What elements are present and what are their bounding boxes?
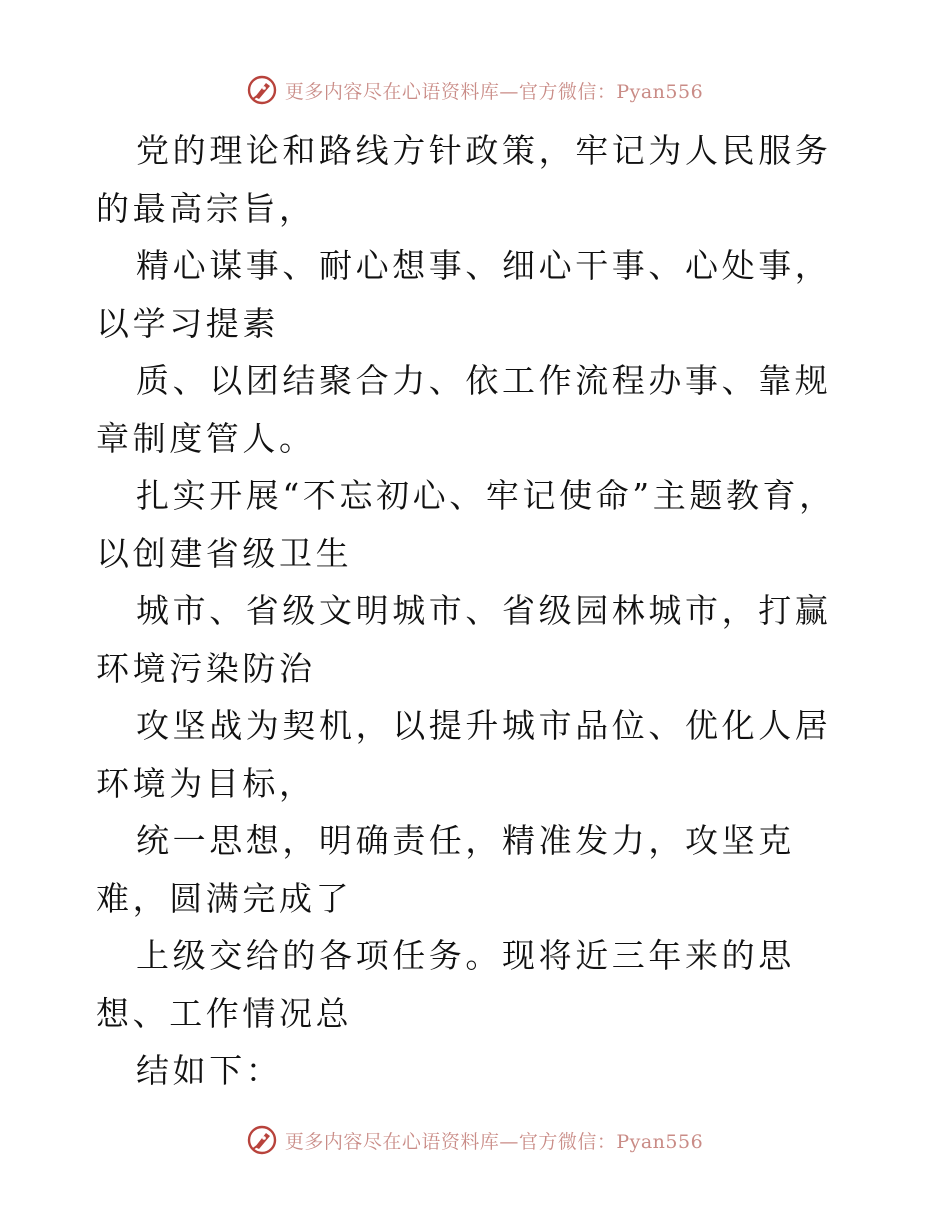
paragraph: 城市、省级文明城市、省级园林城市，打赢环境污染防治 — [96, 591, 832, 688]
paragraph: 攻坚战为契机，以提升城市品位、优化人居环境为目标， — [96, 706, 832, 803]
paragraph: 精心谋事、耐心想事、细心干事、心处事，以学习提素 — [96, 246, 832, 343]
watermark-text: 更多内容尽在心语资料库—官方微信：Pyan556 — [284, 80, 704, 103]
paragraph: 质、以团结聚合力、依工作流程办事、靠规章制度管人。 — [96, 361, 832, 458]
body-text — [96, 122, 856, 1100]
header-watermark — [0, 72, 950, 108]
pen-nib-logo-icon — [247, 75, 277, 105]
paragraph: 结如下： — [136, 1051, 283, 1090]
paragraph: 扎实开展“不忘初心、牢记使命”主题教育，以创建省级卫生 — [96, 476, 836, 573]
pen-nib-logo-icon — [247, 1125, 277, 1155]
paragraph: 上级交给的各项任务。现将近三年来的思想、工作情况总 — [96, 936, 795, 1033]
paragraph: 党的理论和路线方针政策，牢记为人民服务的最高宗旨， — [96, 131, 832, 228]
footer-watermark — [0, 1122, 950, 1158]
paragraph: 统一思想，明确责任，精准发力，攻坚克难，圆满完成了 — [96, 821, 795, 918]
watermark-text: 更多内容尽在心语资料库—官方微信：Pyan556 — [284, 1130, 704, 1153]
